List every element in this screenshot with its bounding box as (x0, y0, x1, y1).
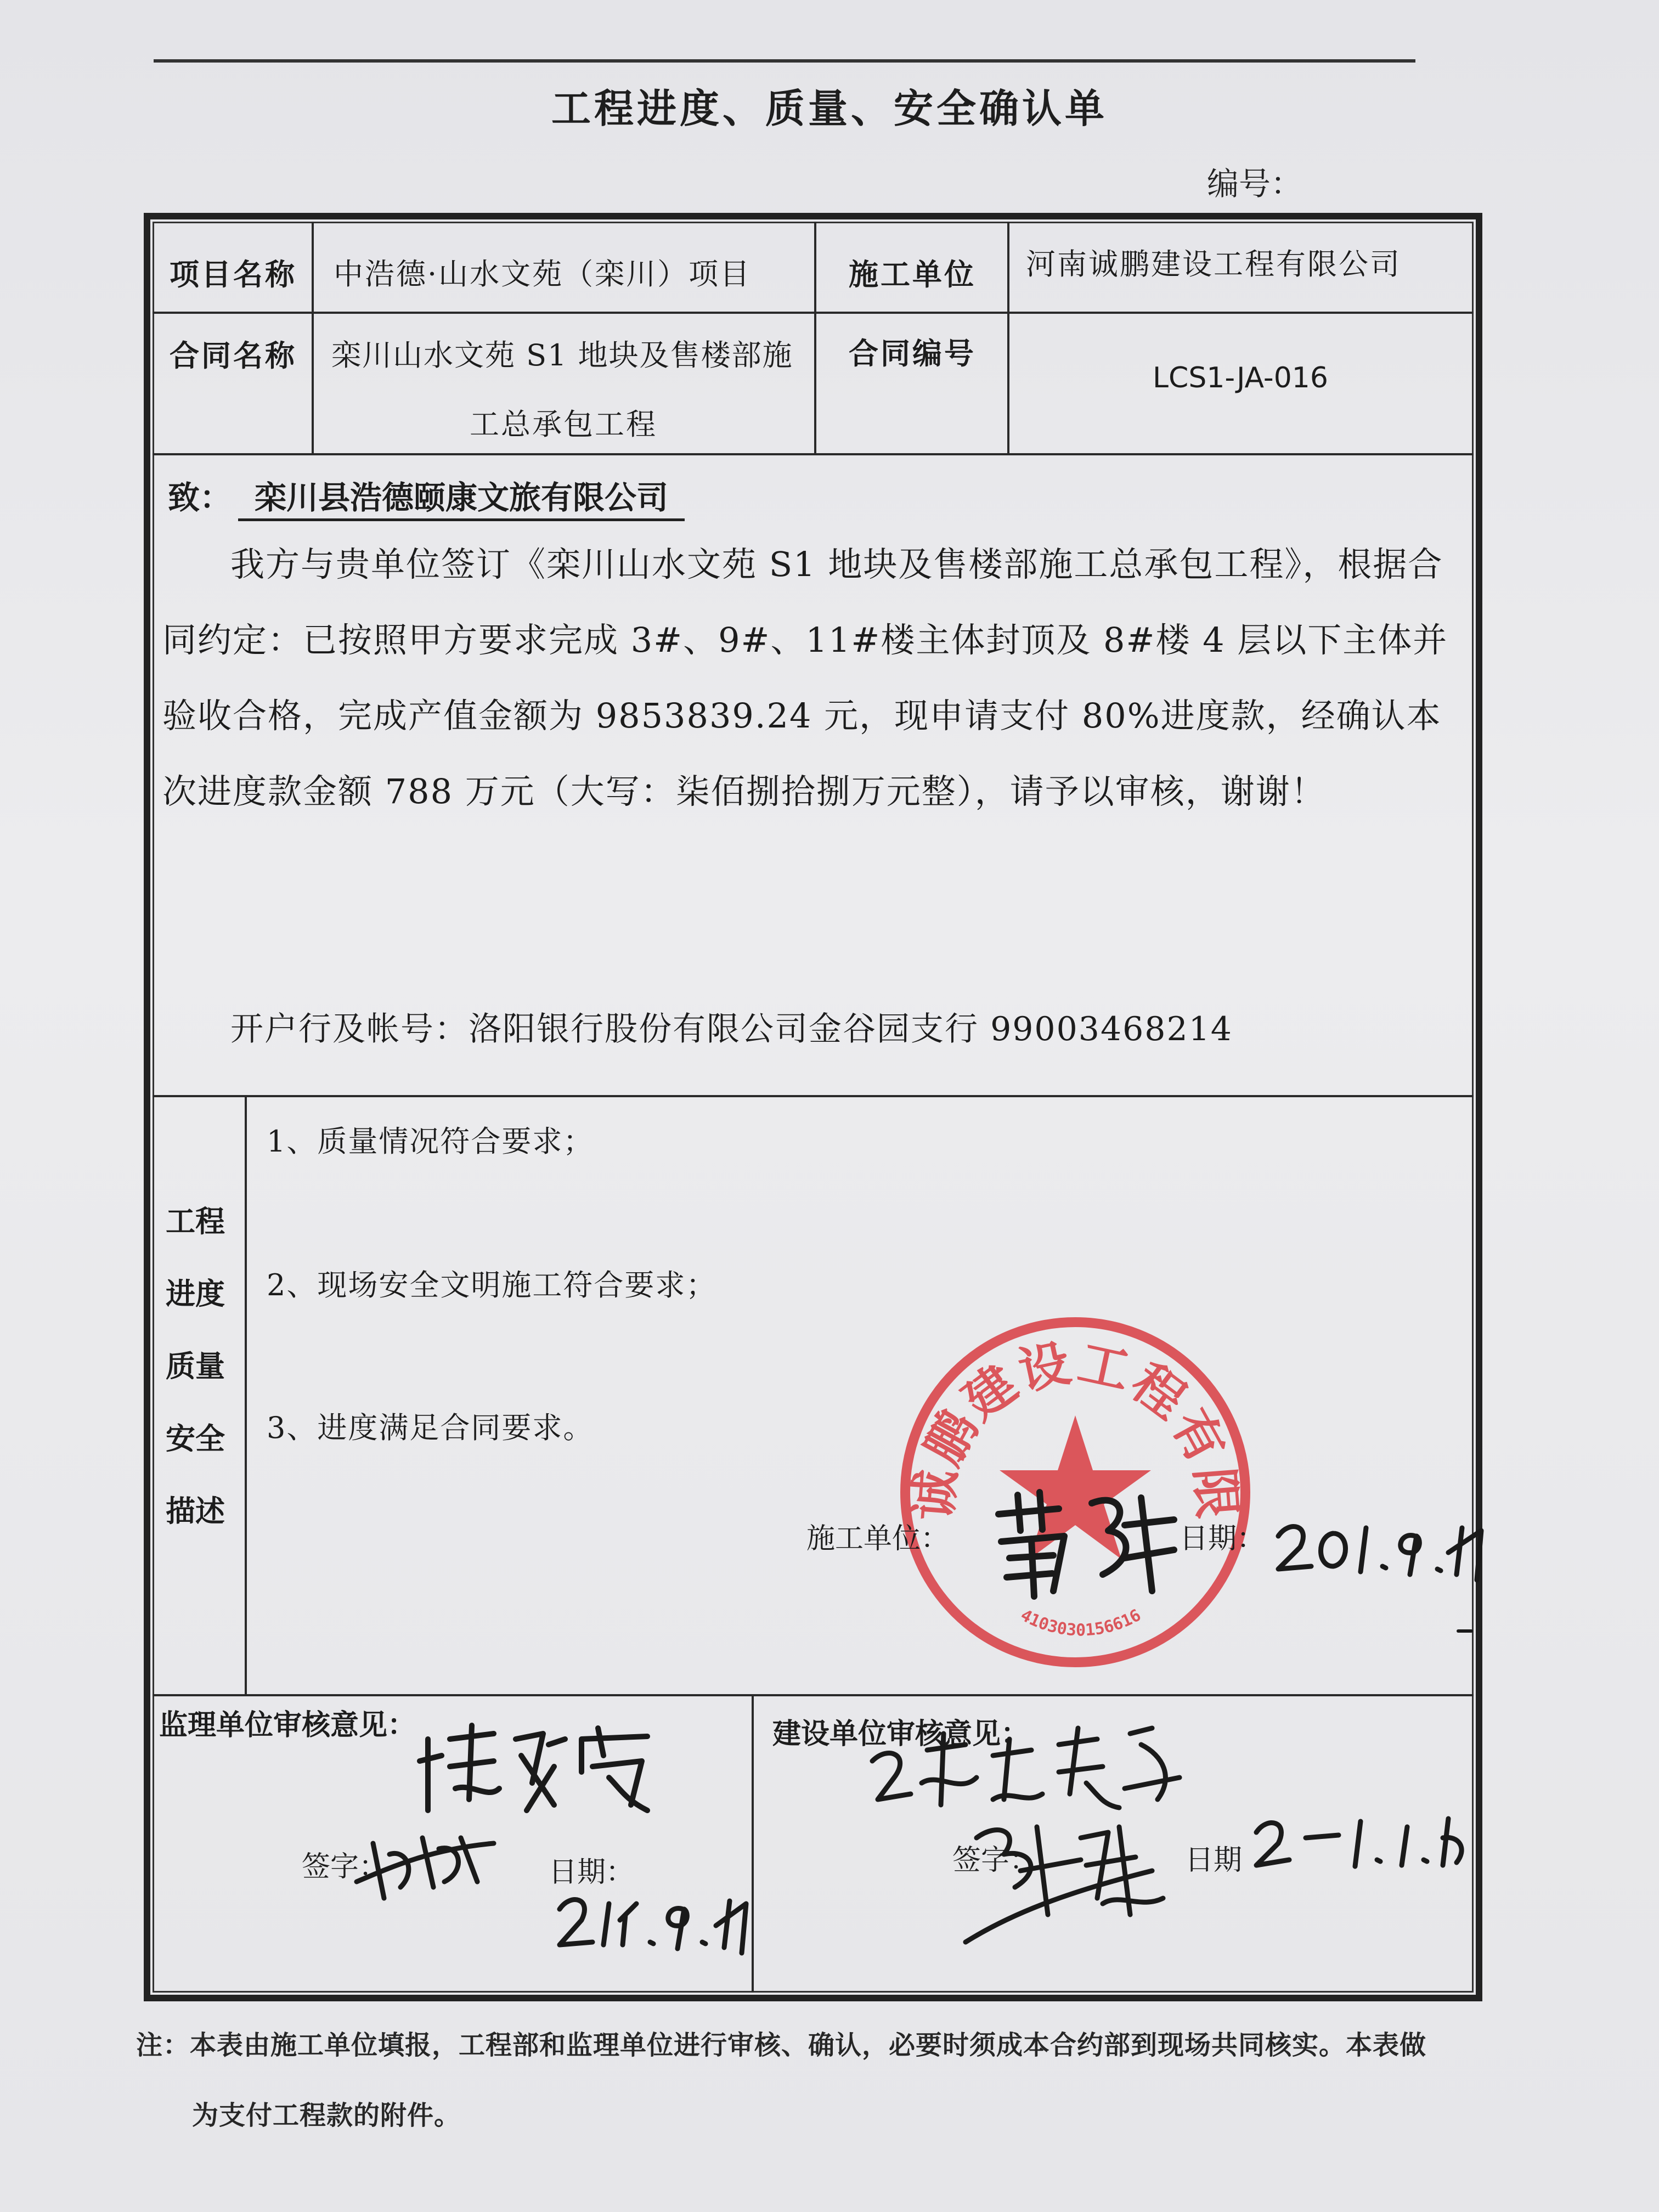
svg-text:4103030156616: 4103030156616 (1017, 1605, 1144, 1640)
contractor-value: 河南诚鹏建设工程有限公司 (1026, 247, 1401, 281)
supervisor-date-label: 日期： (549, 1856, 635, 1889)
contract-name-line1: 栾川山水文苑 S1 地块及售楼部施 (331, 338, 793, 373)
supervisor-signed-date (554, 1887, 752, 1959)
description-item: 1、质量情况符合要求； (267, 1124, 594, 1159)
to-label: 致： (168, 479, 232, 516)
footer-note-line1: 注：本表由施工单位填报，工程部和监理单位进行审核、确认，必要时须成本合约部到现场共同核实。本表做 (136, 2030, 1427, 2061)
top-rule (154, 59, 1415, 63)
description-item: 3、进度满足合同要求。 (267, 1410, 594, 1445)
col-divider (245, 1095, 247, 1694)
col-divider (752, 1694, 754, 1993)
serial-number-label: 编号： (1207, 165, 1303, 202)
contract-name-label: 合同名称 (170, 338, 297, 373)
description-label-char: 工程 (166, 1204, 225, 1239)
contractor-signed-date (1273, 1514, 1492, 1585)
row-divider (153, 1095, 1474, 1097)
supervisor-signature (351, 1827, 505, 1904)
owner-sign-label: 签字： (952, 1844, 1039, 1877)
letter-body: 我方与贵单位签订《栾川山水文苑 S1 地块及售楼部施工总承包工程》，根据合同约定：已按照甲方要求完成 3#、9#、11#楼主体封顶及 8#楼 4 层以下主体并验收合格，完成产值金额为 9853839.24 元，现申请支付 80%进度款，经确认本次进度款金额 788 万元（大写：柒佰捌拾捌万元整），请予以审核，谢谢！ (162, 544, 1448, 811)
footer-note (136, 2010, 1530, 2151)
supervisor-sign-label: 签字： (302, 1850, 388, 1883)
owner-signed-date (1251, 1805, 1470, 1876)
contractor-sign-label: 施工单位： (806, 1522, 950, 1555)
svg-text:河南诚鹏建设工程有限公司: 河南诚鹏建设工程有限公司 (867, 1264, 1248, 1523)
owner-date-label: 日期 (1185, 1844, 1243, 1877)
form-title: 工程进度、质量、安全确认单 (551, 85, 1108, 132)
contractor-signature (988, 1481, 1185, 1602)
owner-signature (955, 1805, 1174, 1959)
contractor-label: 施工单位 (849, 257, 976, 292)
description-label-char: 进度 (166, 1276, 225, 1311)
project-name-value: 中浩德·山水文苑（栾川）项目 (334, 257, 752, 291)
contractor-date-label: 日期： (1180, 1522, 1266, 1555)
col-divider (814, 222, 816, 454)
owner-opinion-handwriting (867, 1712, 1185, 1816)
project-name-label: 项目名称 (170, 257, 297, 292)
contract-no-value: LCS1-JA-016 (1153, 362, 1328, 394)
owner-review-label: 建设单位审核意见： (772, 1717, 1030, 1751)
footer-note-line2: 为支付工程款的附件。 (192, 2100, 461, 2131)
row-divider (153, 312, 1474, 314)
row-divider (153, 1694, 1474, 1696)
bank-account: 开户行及帐号：洛阳银行股份有限公司金谷园支行 99003468214 (230, 1010, 1233, 1048)
contract-name-line2: 工总承包工程 (470, 407, 657, 442)
supervisor-review-label: 监理单位审核意见： (159, 1708, 416, 1742)
ink-dash (1457, 1628, 1474, 1634)
row-divider (153, 453, 1474, 455)
description-label-char: 描述 (166, 1493, 225, 1528)
supervisor-opinion-handwriting (417, 1717, 658, 1821)
description-label (162, 1185, 228, 1547)
col-divider (1007, 222, 1009, 454)
recipient-name: 栾川县浩德颐康文旅有限公司 (238, 479, 685, 521)
contract-no-label: 合同编号 (849, 336, 976, 371)
description-label-char: 安全 (166, 1421, 225, 1456)
recipient-line (168, 472, 685, 518)
description-label-char: 质量 (166, 1348, 225, 1384)
description-item: 2、现场安全文明施工符合要求； (267, 1268, 717, 1302)
